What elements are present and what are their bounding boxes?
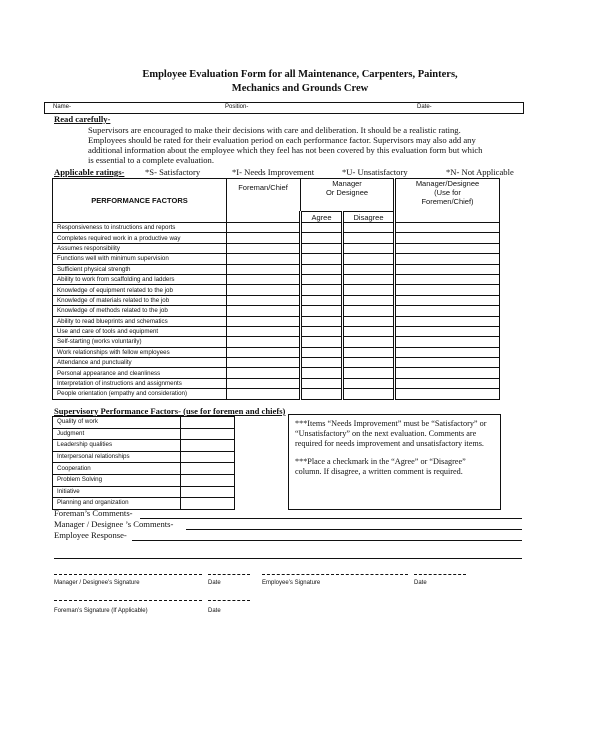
agree-cell[interactable] [301, 233, 343, 243]
instructions-line-1: Supervisors are encouraged to make their decisions with care and deliberation. It should be a realistic rating. [88, 125, 461, 135]
foreman-rating-cell[interactable] [227, 306, 301, 316]
factor-label: Knowledge of materials related to the job [53, 295, 227, 305]
agree-cell[interactable] [301, 223, 343, 233]
disagree-cell[interactable] [343, 368, 395, 378]
designee-rating-cell[interactable] [395, 378, 500, 388]
agree-cell[interactable] [301, 295, 343, 305]
note-needs-improvement: ***Items “Needs Improvement” must be “Satisfactory” or “Unsatisfactory” on the next evaluation. Comments are required for needs improvement and unsatisfactory items. [295, 419, 487, 448]
foreman-rating-cell[interactable] [227, 295, 301, 305]
agree-cell[interactable] [301, 368, 343, 378]
manager-signature-label: Manager / Designee’s Signature [54, 580, 140, 586]
employee-response-label: Employee Response- [54, 530, 127, 540]
supervisory-rating-cell[interactable] [181, 440, 235, 452]
instructions-line-3: additional information about the employee which they feel has not been covered by this evaluation form but which [88, 145, 483, 155]
designee-rating-cell[interactable] [395, 254, 500, 264]
supervisory-rating-cell[interactable] [181, 474, 235, 486]
table-row [53, 474, 235, 486]
foreman-rating-cell[interactable] [227, 368, 301, 378]
foreman-rating-cell[interactable] [227, 274, 301, 284]
agree-cell[interactable] [301, 254, 343, 264]
foreman-rating-cell[interactable] [227, 264, 301, 274]
disagree-cell[interactable] [343, 233, 395, 243]
agree-cell[interactable] [301, 316, 343, 326]
designee-rating-cell[interactable] [395, 347, 500, 357]
foreman-rating-cell[interactable] [227, 316, 301, 326]
factor-label: Assumes responsibility [53, 243, 227, 253]
supervisory-rating-cell[interactable] [181, 486, 235, 498]
foreman-rating-cell[interactable] [227, 285, 301, 295]
rating-i: *I- Needs Improvement [232, 167, 315, 177]
instructions-heading: Read carefully- [54, 114, 111, 124]
foreman-rating-cell[interactable] [227, 389, 301, 399]
disagree-cell[interactable] [343, 347, 395, 357]
table-row [53, 285, 500, 295]
note-agree-disagree: ***Place a checkmark in the “Agree” or “Disagree” column. If disagree, a written comment is required. [295, 457, 466, 476]
agree-cell[interactable] [301, 337, 343, 347]
designee-rating-cell[interactable] [395, 358, 500, 368]
table-row [53, 428, 235, 440]
designee-rating-cell[interactable] [395, 389, 500, 399]
disagree-cell[interactable] [343, 306, 395, 316]
table-row [53, 254, 500, 264]
table-row [53, 223, 500, 233]
factor-label: People orientation (empathy and consideration) [53, 389, 227, 399]
manager-comments-line[interactable] [186, 529, 522, 530]
designee-rating-cell[interactable] [395, 243, 500, 253]
supervisory-factor-label: Interpersonal relationships [53, 451, 181, 463]
foreman-rating-cell[interactable] [227, 223, 301, 233]
disagree-cell[interactable] [343, 316, 395, 326]
supervisory-rating-cell[interactable] [181, 463, 235, 475]
col-header-factors: PERFORMANCE FACTORS [53, 179, 227, 223]
table-row [53, 358, 500, 368]
header-fields-bar [44, 102, 524, 114]
table-row [53, 417, 235, 429]
foreman-rating-cell[interactable] [227, 233, 301, 243]
factor-label: Use and care of tools and equipment [53, 326, 227, 336]
factor-label: Ability to work from scaffolding and ladders [53, 274, 227, 284]
foreman-rating-cell[interactable] [227, 347, 301, 357]
agree-cell[interactable] [301, 274, 343, 284]
form-title-line1: Employee Evaluation Form for all Maintenance, Carpenters, Painters, [142, 69, 458, 80]
disagree-cell[interactable] [343, 243, 395, 253]
factor-label: Sufficient physical strength [53, 264, 227, 274]
disagree-cell[interactable] [343, 378, 395, 388]
supervisory-heading: Supervisory Performance Factors- (use for foremen and chiefs) [54, 406, 286, 416]
manager-signature-line[interactable] [54, 574, 202, 575]
instructions-line-4: is essential to a complete evaluation. [88, 155, 215, 165]
date3-label: Date [208, 608, 221, 614]
table-row [53, 233, 500, 243]
designee-rating-cell[interactable] [395, 264, 500, 274]
supervisory-factor-label: Judgment [53, 428, 181, 440]
table-row [53, 486, 235, 498]
agree-cell[interactable] [301, 358, 343, 368]
date2-label: Date [414, 580, 427, 586]
supervisory-factor-label: Planning and organization [53, 498, 181, 510]
col-header-manager: Manager Or Designee [301, 179, 395, 212]
factor-label: Work relationships with fellow employees [53, 347, 227, 357]
factor-label: Self-starting (works voluntarily) [53, 337, 227, 347]
factor-label: Ability to read blueprints and schematics [53, 316, 227, 326]
date1-label: Date [208, 580, 221, 586]
col-header-agree: Agree [301, 212, 343, 223]
agree-cell[interactable] [301, 285, 343, 295]
rating-n: *N- Not Applicable [446, 167, 514, 177]
ratings-label: Applicable ratings- [54, 167, 125, 177]
designee-rating-cell[interactable] [395, 316, 500, 326]
designee-rating-cell[interactable] [395, 285, 500, 295]
table-row [53, 295, 500, 305]
manager-comments-label: Manager / Designee ’s Comments- [54, 519, 174, 529]
employee-signature-label: Employee’s Signature [262, 580, 321, 586]
supervisory-rating-cell[interactable] [181, 451, 235, 463]
supervisory-factor-label: Cooperation [53, 463, 181, 475]
supervisory-factor-label: Initiative [53, 486, 181, 498]
position-field[interactable]: Position- [225, 104, 249, 110]
table-row [53, 368, 500, 378]
designee-rating-cell[interactable] [395, 306, 500, 316]
table-row [53, 316, 500, 326]
notes-box [288, 414, 501, 510]
foreman-rating-cell[interactable] [227, 378, 301, 388]
factor-label: Responsiveness to instructions and reports [53, 223, 227, 233]
disagree-cell[interactable] [343, 254, 395, 264]
supervisory-factor-label: Quality of work [53, 417, 181, 429]
form-title-line2: Mechanics and Grounds Crew [231, 83, 369, 94]
agree-cell[interactable] [301, 264, 343, 274]
factor-label: Attendance and punctuality [53, 358, 227, 368]
designee-rating-cell[interactable] [395, 223, 500, 233]
employee-response-line-2[interactable] [54, 558, 522, 559]
name-field[interactable]: Name- [53, 104, 72, 110]
table-row [53, 337, 500, 347]
col-header-foreman: Foreman/Chief [227, 179, 301, 223]
table-row [53, 264, 500, 274]
factor-label: Functions well with minimum supervision [53, 254, 227, 264]
disagree-cell[interactable] [343, 326, 395, 336]
supervisory-factor-label: Problem Solving [53, 474, 181, 486]
factor-label: Interpretation of instructions and assignments [53, 378, 227, 388]
supervisory-rating-cell[interactable] [181, 428, 235, 440]
disagree-cell[interactable] [343, 274, 395, 284]
disagree-cell[interactable] [343, 223, 395, 233]
table-row [53, 440, 235, 452]
factor-label: Completes required work in a productive way [53, 233, 227, 243]
employee-response-line-1[interactable] [132, 540, 522, 541]
factor-label: Personal appearance and cleanliness [53, 368, 227, 378]
col-header-disagree: Disagree [343, 212, 395, 223]
disagree-cell[interactable] [343, 358, 395, 368]
agree-cell[interactable] [301, 378, 343, 388]
foreman-rating-cell[interactable] [227, 358, 301, 368]
table-row [53, 274, 500, 284]
performance-factors-table [52, 178, 500, 400]
table-row [53, 243, 500, 253]
designee-rating-cell[interactable] [395, 295, 500, 305]
agree-cell[interactable] [301, 347, 343, 357]
agree-cell[interactable] [301, 326, 343, 336]
agree-cell[interactable] [301, 243, 343, 253]
foreman-signature-line[interactable] [54, 600, 202, 601]
date2-line[interactable] [414, 574, 466, 575]
designee-rating-cell[interactable] [395, 233, 500, 243]
agree-cell[interactable] [301, 306, 343, 316]
employee-signature-line[interactable] [262, 574, 408, 575]
table-row [53, 306, 500, 316]
supervisory-rating-cell[interactable] [181, 498, 235, 510]
date1-line[interactable] [208, 574, 250, 575]
designee-rating-cell[interactable] [395, 274, 500, 284]
designee-rating-cell[interactable] [395, 326, 500, 336]
factor-label: Knowledge of equipment related to the job [53, 285, 227, 295]
agree-cell[interactable] [301, 389, 343, 399]
supervisory-factor-label: Leadership qualities [53, 440, 181, 452]
date-field[interactable]: Date- [417, 104, 432, 110]
table-row [53, 326, 500, 336]
disagree-cell[interactable] [343, 264, 395, 274]
foreman-rating-cell[interactable] [227, 326, 301, 336]
disagree-cell[interactable] [343, 337, 395, 347]
supervisory-rating-cell[interactable] [181, 417, 235, 429]
date3-line[interactable] [208, 600, 250, 601]
table-row [53, 378, 500, 388]
rating-s: *S- Satisfactory [145, 167, 201, 177]
table-row [53, 463, 235, 475]
designee-rating-cell[interactable] [395, 337, 500, 347]
foreman-comments-label: Foreman’s Comments- [54, 508, 133, 518]
col-header-designee: Manager/Designee (Use for Foremen/Chief) [395, 179, 500, 223]
rating-u: *U- Unsatisfactory [342, 167, 408, 177]
designee-rating-cell[interactable] [395, 368, 500, 378]
foreman-rating-cell[interactable] [227, 254, 301, 264]
disagree-cell[interactable] [343, 389, 395, 399]
instructions-line-2: Employees should be rated for their evaluation period on each performance factor. Supervisors may also add any [88, 135, 476, 145]
foreman-rating-cell[interactable] [227, 243, 301, 253]
disagree-cell[interactable] [343, 285, 395, 295]
disagree-cell[interactable] [343, 295, 395, 305]
table-row [53, 347, 500, 357]
foreman-signature-label: Foreman’s Signature (If Applicable) [54, 608, 148, 614]
foreman-rating-cell[interactable] [227, 337, 301, 347]
table-row [53, 451, 235, 463]
factor-label: Knowledge of methods related to the job [53, 306, 227, 316]
table-row [53, 389, 500, 399]
foreman-comments-line[interactable] [140, 518, 522, 519]
supervisory-factors-table [52, 416, 235, 510]
